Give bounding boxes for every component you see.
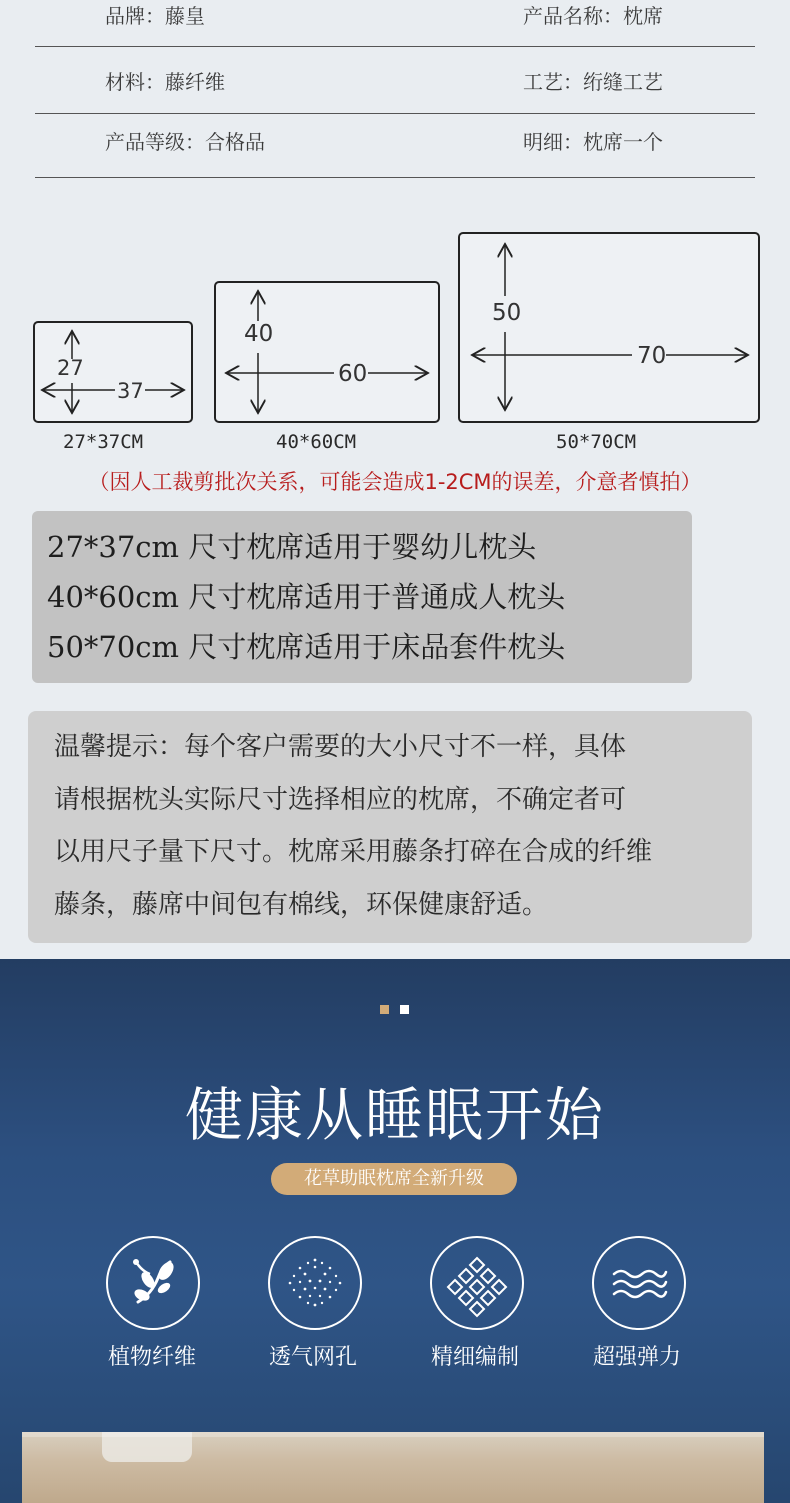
tip-line: 温馨提示：每个客户需要的大小尺寸不一样，具体 — [54, 732, 627, 762]
width-label: 37 — [117, 379, 144, 403]
decor-dot-icon — [380, 1005, 389, 1014]
feature-circle — [592, 1236, 686, 1330]
feature-section — [0, 959, 790, 1503]
divider — [35, 113, 755, 114]
feature-label: 透气网孔 — [268, 1345, 357, 1370]
tip-box — [28, 711, 752, 943]
tip-line: 以用尺子量下尺寸。枕席采用藤条打碎在合成的纤维 — [54, 837, 653, 867]
breathable-dots-icon — [270, 1238, 360, 1328]
section-subtitle-badge: 花草助眠枕席全新升级 — [271, 1163, 517, 1195]
plant-icon — [108, 1238, 198, 1328]
weave-diamond-icon — [432, 1238, 522, 1328]
spec-grade: 产品等级：合格品 — [105, 130, 265, 154]
spec-material: 材料：藤纤维 — [105, 70, 225, 94]
width-label: 60 — [338, 361, 368, 387]
error-notice: （因人工裁剪批次关系，可能会造成1-2CM的误差，介意者慎拍） — [88, 470, 702, 494]
product-photo — [22, 1432, 764, 1503]
tip-line: 藤条，藤席中间包有棉线，环保健康舒适。 — [54, 889, 549, 920]
photo-highlight — [22, 1432, 764, 1437]
feature-label: 超强弹力 — [592, 1345, 681, 1370]
usage-line: 50*70cm 尺寸枕席适用于床品套件枕头 — [47, 630, 566, 664]
height-label: 50 — [492, 300, 522, 326]
width-label: 70 — [637, 343, 667, 369]
decor-dot-icon — [400, 1005, 409, 1014]
usage-line: 40*60cm 尺寸枕席适用于普通成人枕头 — [47, 580, 566, 614]
dimension-arrows-icon — [460, 234, 758, 421]
usage-line: 27*37cm 尺寸枕席适用于婴幼儿枕头 — [47, 530, 537, 564]
size-box-large — [458, 232, 760, 423]
spec-craft: 工艺：绗缝工艺 — [523, 70, 663, 94]
spec-brand: 品牌：藤皇 — [105, 4, 205, 28]
usage-box — [32, 511, 692, 683]
spec-contents: 明细：枕席一个 — [523, 130, 663, 154]
feature-label: 精细编制 — [430, 1345, 519, 1370]
height-label: 40 — [244, 321, 274, 347]
spec-product-name: 产品名称：枕席 — [523, 4, 663, 28]
feature-circle — [106, 1236, 200, 1330]
size-box-small — [33, 321, 193, 423]
divider — [35, 177, 755, 178]
wave-icon — [594, 1238, 684, 1328]
size-caption-small: 27*37CM — [63, 431, 144, 453]
dimension-arrows-icon — [216, 283, 438, 421]
size-caption-large: 50*70CM — [556, 431, 637, 453]
size-caption-medium: 40*60CM — [276, 431, 357, 453]
size-box-medium — [214, 281, 440, 423]
height-label: 27 — [57, 356, 84, 380]
feature-circle — [430, 1236, 524, 1330]
feature-circle — [268, 1236, 362, 1330]
feature-label: 植物纤维 — [107, 1345, 196, 1370]
section-title: 健康从睡眠开始 — [184, 1081, 605, 1149]
divider — [35, 46, 755, 47]
tip-line: 请根据枕头实际尺寸选择相应的枕席，不确定者可 — [54, 784, 627, 815]
